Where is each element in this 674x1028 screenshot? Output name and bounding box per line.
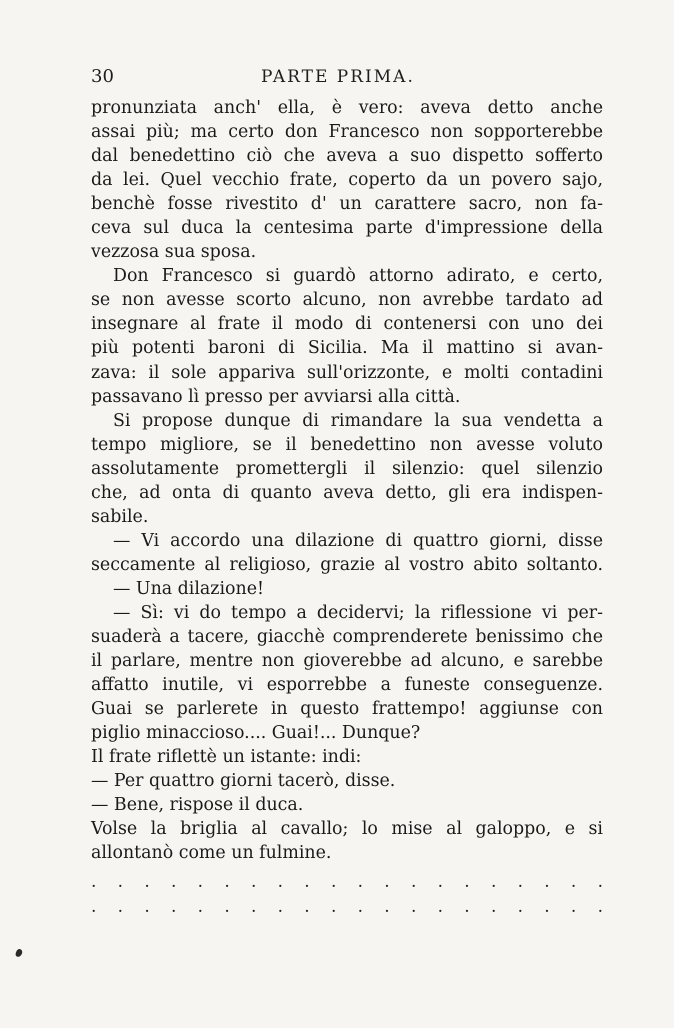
text-line: Il frate riflettè un istante: indi: xyxy=(91,747,362,768)
text-line: suaderà a tacere, giacchè comprenderete benissimo che xyxy=(91,627,603,648)
text-line: insegnare al frate il modo di contenersi con uno dei xyxy=(91,314,603,335)
text-line: passavano lì presso per avviarsi alla città. xyxy=(91,386,461,407)
text-line: Don Francesco si guardò attorno adirato, e certo, xyxy=(113,266,603,287)
text-line: tempo migliore, se il benedettino non avesse voluto xyxy=(91,434,603,455)
text-line: Guai se parlerete in questo frattempo! aggiunse con xyxy=(91,699,603,720)
text-line: Volse la briglia al cavallo; lo mise al galoppo, e si xyxy=(91,819,603,840)
text-line: — Sì: vi do tempo a decidervi; la riflessione vi per- xyxy=(113,602,603,623)
text-line: zava: il sole appariva sull'orizzonte, e molti contadini xyxy=(91,362,603,383)
text-line: — Bene, rispose il duca. xyxy=(91,795,304,816)
separator-dots: . . . . . . . . . . . . . . . . . . . . xyxy=(91,897,603,917)
running-head: PARTE PRIMA. xyxy=(261,67,415,87)
text-line: se non avesse scorto alcuno, non avrebbe tardato ad xyxy=(91,290,603,311)
text-line: assolutamente promettergli il silenzio: quel silenzio xyxy=(91,458,603,479)
text-line: dal benedettino ciò che aveva a suo dispetto sofferto xyxy=(91,146,603,167)
text-line: allontanò come un fulmine. xyxy=(91,843,332,864)
text-line: piglio minaccioso.... Guai!... Dunque? xyxy=(91,723,421,744)
page-number: 30 xyxy=(91,66,114,87)
text-line: da lei. Quel vecchio frate, coperto da un povero sajo, xyxy=(91,170,603,191)
text-line: il parlare, mentre non gioverebbe ad alcuno, e sarebbe xyxy=(91,651,603,672)
text-line: che, ad onta di quanto aveva detto, gli era indispen- xyxy=(91,482,603,503)
ink-speck xyxy=(15,948,23,958)
text-line: ceva sul duca la centesima parte d'impressione della xyxy=(91,218,603,239)
text-line: — Per quattro giorni tacerò, disse. xyxy=(91,771,396,792)
body-text xyxy=(91,96,603,866)
text-line: seccamente al religioso, grazie al vostro abito soltanto. xyxy=(91,554,603,575)
text-line: assai più; ma certo don Francesco non sopporterebbe xyxy=(91,122,603,143)
page-header xyxy=(91,66,604,92)
text-line: — Una dilazione! xyxy=(113,578,264,599)
text-line: sabile. xyxy=(91,506,149,527)
text-line: benchè fosse rivestito d' un carattere sacro, non fa- xyxy=(91,194,603,215)
text-line: — Vi accordo una dilazione di quattro giorni, disse xyxy=(113,530,603,551)
text-line: affatto inutile, vi esporrebbe a funeste conseguenze. xyxy=(91,675,603,696)
text-line: pronunziata anch' ella, è vero: aveva detto anche xyxy=(91,98,603,118)
text-line: più potenti baroni di Sicilia. Ma il mattino si avan- xyxy=(91,338,603,359)
separator-dots: . . . . . . . . . . . . . . . . . . . . xyxy=(91,872,603,892)
text-line: vezzosa sua sposa. xyxy=(91,242,257,263)
text-line: Si propose dunque di rimandare la sua vendetta a xyxy=(113,410,603,431)
